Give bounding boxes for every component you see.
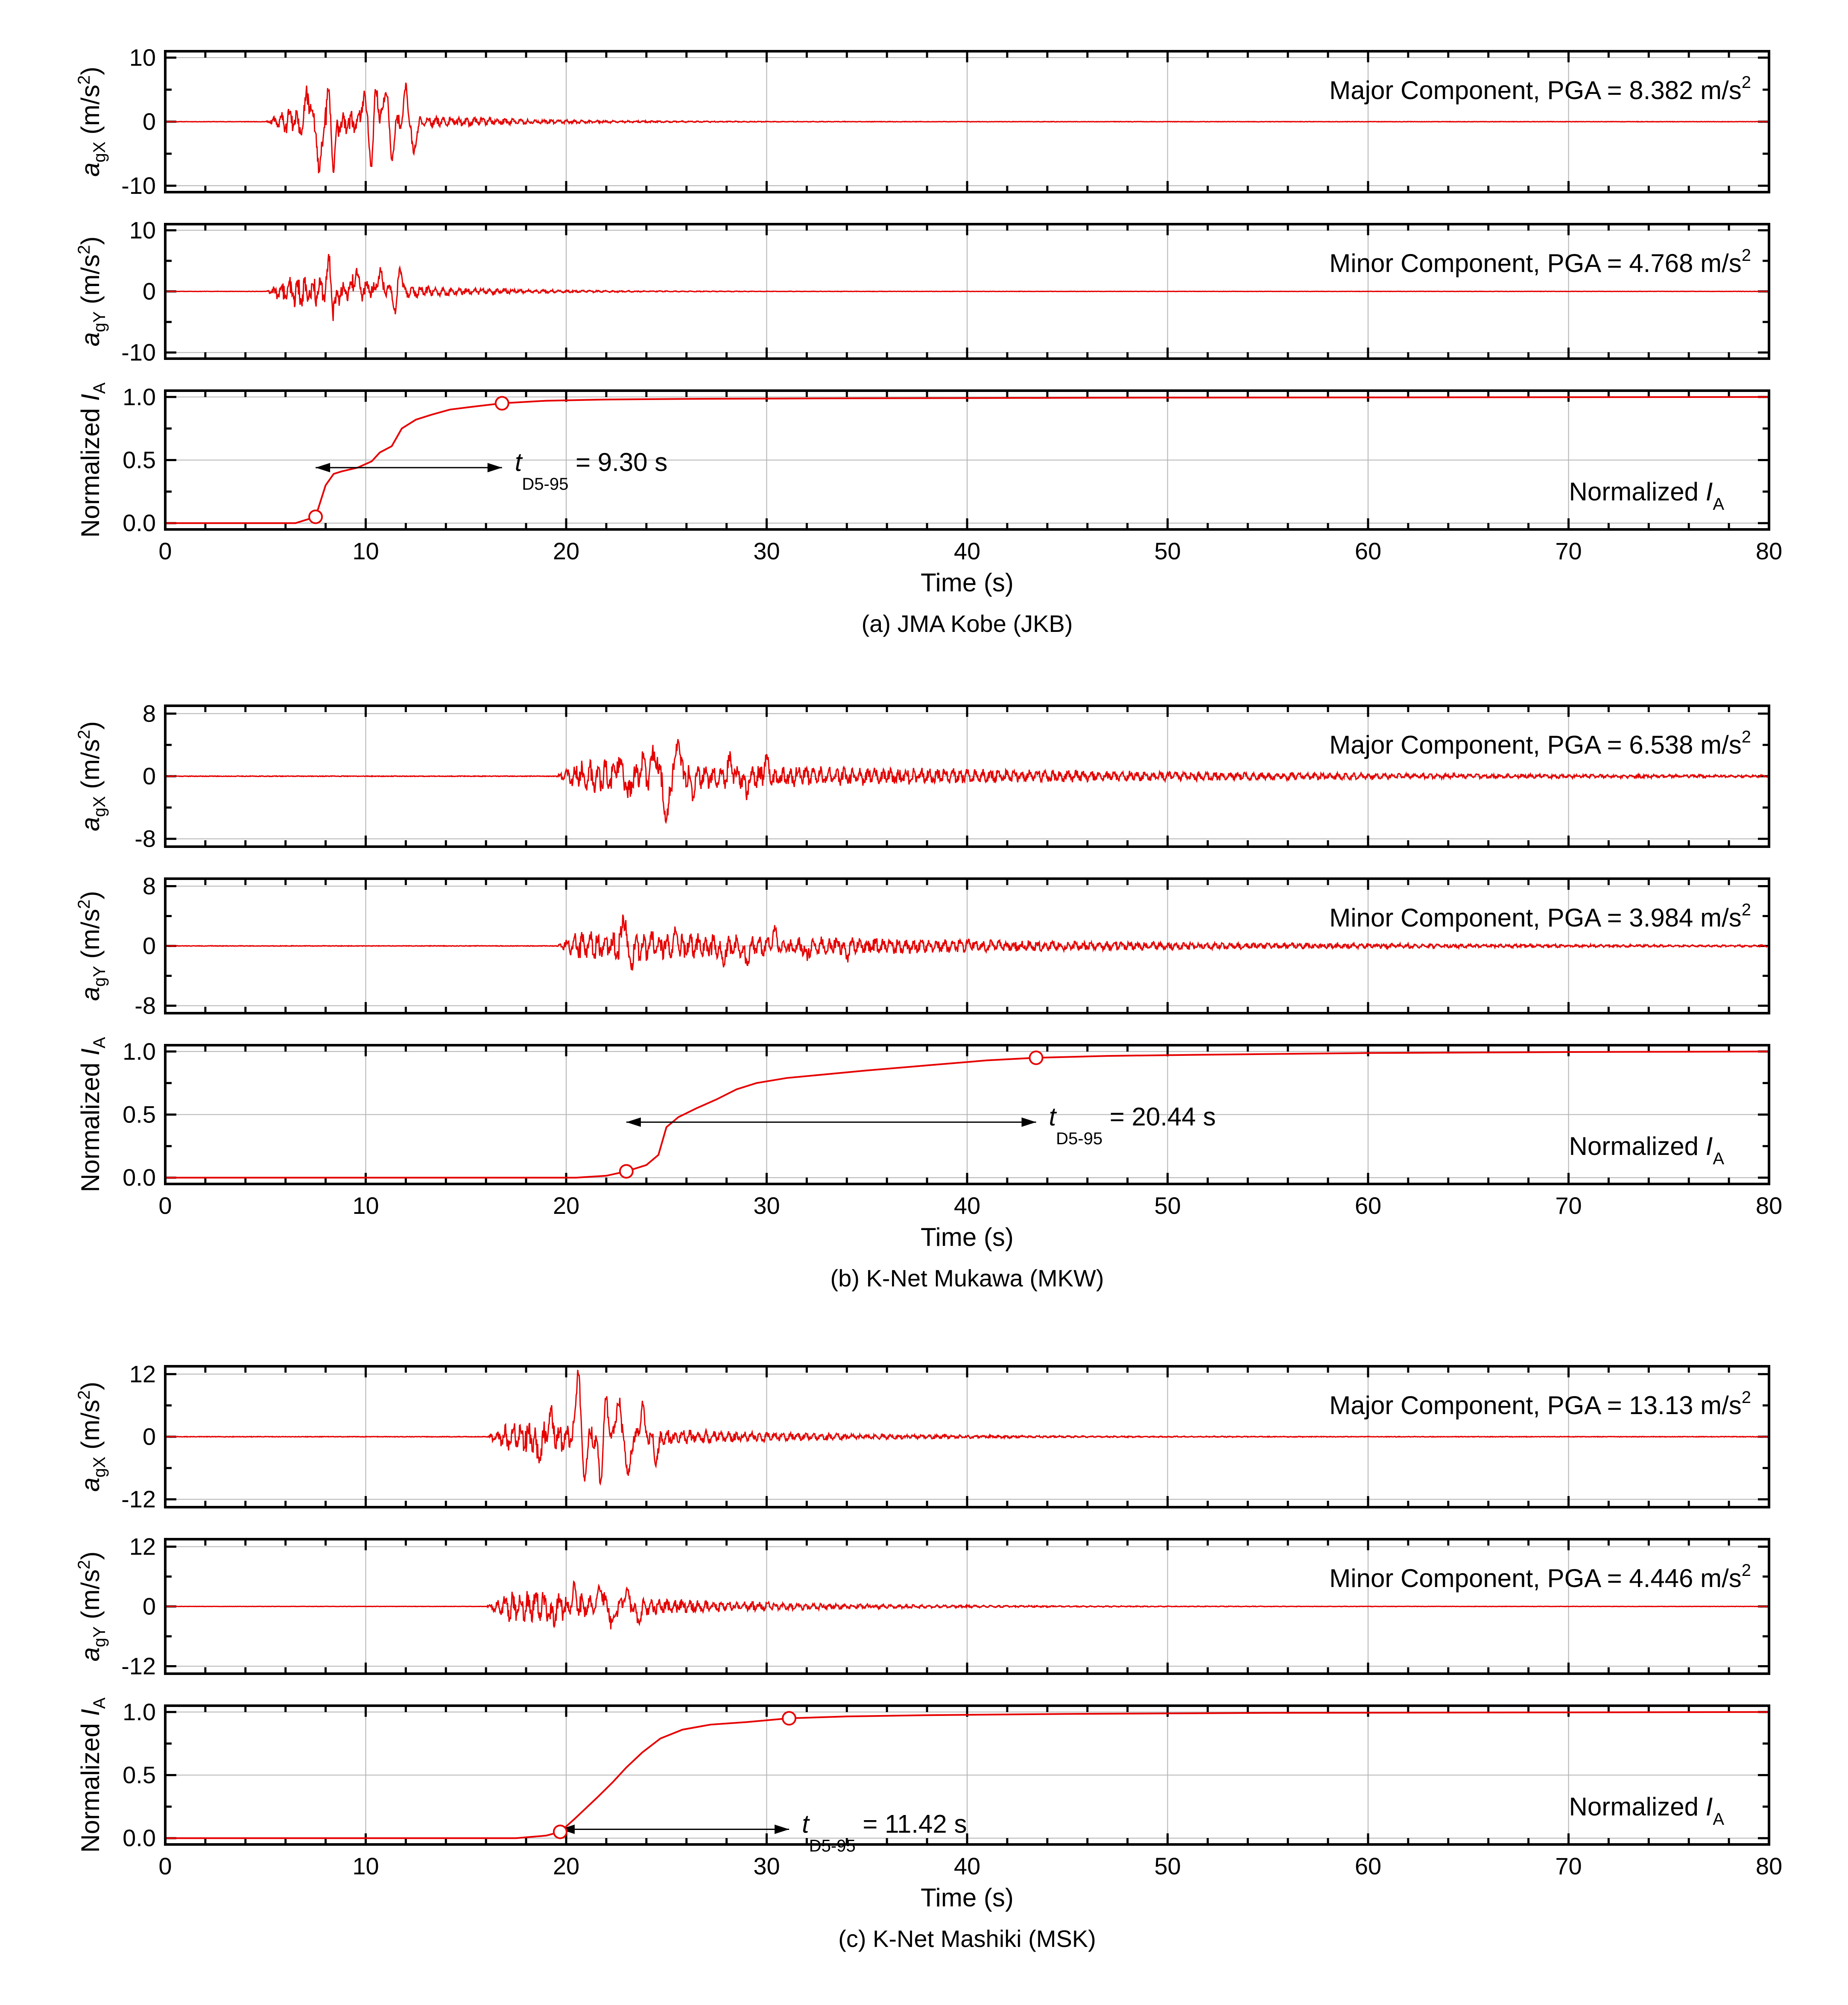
x-tick-label: 20: [553, 538, 580, 564]
x-tick-label: 10: [352, 1853, 379, 1879]
x-axis-title: Time (s): [921, 568, 1014, 597]
x-tick-label: 20: [553, 1853, 580, 1879]
x-tick-label: 30: [753, 1192, 780, 1219]
x-tick-label: 40: [953, 1853, 981, 1879]
y-tick-label: 0.5: [123, 1101, 156, 1128]
y-tick-label: 1.0: [123, 1038, 156, 1065]
arrow-head-right: [1022, 1117, 1036, 1127]
arrow-head-left: [626, 1117, 641, 1127]
y-tick-label: 0: [142, 108, 156, 135]
y-tick-label: 10: [129, 216, 156, 244]
accel-panel-1-1: [75, 44, 1769, 199]
y-axis-title: $a_{gX}$ $(m/s^2)$: [75, 721, 109, 831]
y-tick-label: -12: [121, 1652, 156, 1680]
y-tick-label: -12: [121, 1485, 156, 1513]
arias-annotation: Normalized $I_A$: [1569, 1792, 1724, 1829]
duration-label: $t_{D5-95} = 20.44$ s: [1049, 1102, 1216, 1149]
x-tick-label: 10: [352, 1192, 379, 1219]
y-tick-label: 0.5: [123, 1761, 156, 1789]
x-tick-label: 0: [158, 538, 172, 564]
x-tick-label: 10: [352, 538, 379, 564]
duration-label: $t_{D5-95} = 9.30$ s: [515, 448, 668, 494]
x-tick-label: 30: [753, 1853, 780, 1879]
y-tick-label: -10: [121, 339, 156, 366]
x-tick-label: 60: [1354, 1192, 1382, 1219]
y-tick-label: 0: [142, 278, 156, 305]
t5-marker: [309, 510, 322, 523]
subfigure-caption: (b) K-Net Mukawa (MKW): [830, 1265, 1104, 1292]
y-tick-label: 12: [129, 1533, 156, 1560]
pga-annotation: Minor Component, PGA = 3.984 $m/s^2$: [1329, 900, 1751, 932]
t5-marker: [620, 1165, 633, 1178]
x-axis-title: Time (s): [921, 1883, 1014, 1912]
t5-marker: [554, 1825, 567, 1838]
arrow-head-right: [775, 1825, 789, 1834]
x-tick-label: 0: [158, 1192, 172, 1219]
subfigure-caption: (a) JMA Kobe (JKB): [861, 610, 1073, 637]
y-axis-title: Normalized $I_A$: [76, 1697, 109, 1853]
y-tick-label: -10: [121, 172, 156, 199]
x-axis-title: Time (s): [921, 1223, 1014, 1251]
accel-panel-2-1: [75, 700, 1769, 852]
x-tick-label: 40: [953, 1192, 981, 1219]
pga-annotation: Major Component, PGA = 8.382 $m/s^2$: [1329, 73, 1751, 105]
y-tick-label: 0: [142, 763, 156, 789]
x-tick-label: 40: [953, 538, 981, 564]
x-tick-label: 50: [1154, 538, 1181, 564]
x-tick-label: 50: [1154, 1853, 1181, 1879]
x-tick-label: 80: [1755, 1192, 1783, 1219]
pga-annotation: Minor Component, PGA = 4.768 $m/s^2$: [1329, 246, 1751, 278]
arrow-head-right: [488, 463, 502, 472]
y-tick-label: 0: [142, 1593, 156, 1620]
y-tick-label: 8: [142, 872, 156, 900]
subfigure-2: [75, 700, 1782, 1292]
subfigure-3: [75, 1360, 1782, 1952]
x-tick-label: 80: [1755, 538, 1783, 564]
y-axis-title: $a_{gX}$ $(m/s^2)$: [75, 67, 109, 177]
arrow-head-left: [316, 463, 330, 472]
x-tick-label: 0: [158, 1853, 172, 1879]
y-axis-title: $a_{gY}$ $(m/s^2)$: [75, 891, 109, 1001]
x-tick-label: 70: [1555, 1853, 1582, 1879]
pga-annotation: Major Component, PGA = 6.538 $m/s^2$: [1329, 728, 1751, 759]
x-tick-label: 20: [553, 1192, 580, 1219]
y-tick-label: 10: [129, 44, 156, 71]
pga-annotation: Major Component, PGA = 13.13 $m/s^2$: [1329, 1388, 1751, 1420]
arias-panel-3-3: [76, 1697, 1769, 1855]
y-tick-label: -8: [135, 992, 156, 1019]
y-tick-label: 0: [142, 1423, 156, 1450]
x-tick-label: 80: [1755, 1853, 1783, 1879]
accel-panel-3-2: [75, 1533, 1769, 1680]
t95-marker: [783, 1712, 795, 1725]
x-tick-label: 70: [1555, 538, 1582, 564]
y-tick-label: 1.0: [123, 1698, 156, 1725]
x-tick-label: 60: [1354, 1853, 1382, 1879]
x-tick-label: 70: [1555, 1192, 1582, 1219]
accel-panel-3-1: [75, 1360, 1769, 1512]
y-axis-title: $a_{gX}$ $(m/s^2)$: [75, 1382, 109, 1492]
y-tick-label: 0: [142, 932, 156, 959]
arias-panel-1-3: [76, 382, 1769, 538]
y-tick-label: 1.0: [123, 383, 156, 410]
pga-annotation: Minor Component, PGA = 4.446 $m/s^2$: [1329, 1561, 1751, 1593]
subfigure-1: [75, 44, 1782, 637]
t95-marker: [1030, 1051, 1043, 1064]
x-tick-label: 30: [753, 538, 780, 564]
x-tick-label: 60: [1354, 538, 1382, 564]
arias-panel-2-3: [76, 1037, 1769, 1192]
duration-label: $t_{D5-95} = 11.42$ s: [802, 1809, 967, 1856]
y-axis-title: $a_{gY}$ $(m/s^2)$: [75, 1551, 109, 1662]
subfigure-caption: (c) K-Net Mashiki (MSK): [838, 1925, 1096, 1952]
accel-panel-1-2: [75, 216, 1769, 365]
y-tick-label: 8: [142, 700, 156, 727]
y-axis-title: Normalized $I_A$: [76, 1037, 109, 1192]
y-tick-label: 0.0: [123, 1824, 156, 1852]
arias-annotation: Normalized $I_A$: [1569, 1132, 1724, 1168]
y-tick-label: 0.5: [123, 446, 156, 473]
y-tick-label: 0.0: [123, 1164, 156, 1191]
y-tick-label: 12: [129, 1360, 156, 1388]
t95-marker: [496, 397, 509, 410]
y-axis-title: Normalized $I_A$: [76, 382, 109, 538]
accel-panel-2-2: [75, 873, 1769, 1019]
x-tick-label: 50: [1154, 1192, 1181, 1219]
arias-annotation: Normalized $I_A$: [1569, 477, 1724, 514]
y-axis-title: $a_{gY}$ $(m/s^2)$: [75, 236, 109, 347]
y-tick-label: 0.0: [123, 509, 156, 537]
y-tick-label: -8: [135, 825, 156, 852]
